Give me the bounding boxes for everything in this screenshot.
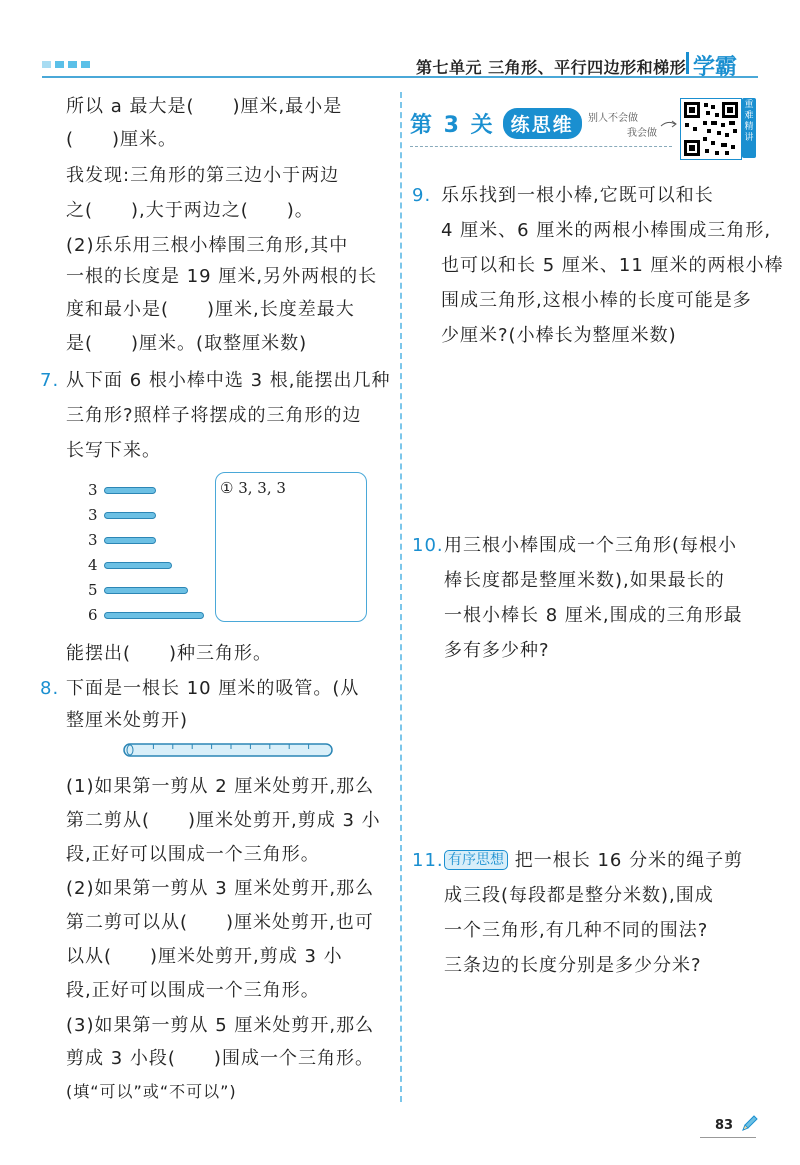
stick-length-label: 4	[88, 556, 98, 574]
q11-line: 三条边的长度分别是多少分米?	[444, 955, 702, 976]
q8-line: (1)如果第一剪从 2 厘米处剪开,那么	[66, 776, 375, 797]
q9-line: 也可以和长 5 厘米、11 厘米的两根小棒	[441, 255, 784, 276]
arrow-icon	[660, 118, 680, 132]
question-number: 10.	[412, 535, 444, 556]
stick	[104, 562, 172, 569]
q6-line: (2)乐乐用三根小棒围三角形,其中	[66, 235, 349, 256]
example-answer: ① 3, 3, 3	[220, 479, 286, 497]
q11-line: 一个三角形,有几种不同的围法?	[444, 920, 709, 941]
q9-line: 少厘米?(小棒长为整厘米数)	[441, 325, 677, 346]
q9-line: 围成三角形,这根小棒的长度可能是多	[441, 290, 752, 311]
qr-code-icon[interactable]	[680, 98, 742, 160]
level-banner	[410, 108, 582, 138]
q6-line: 之( ),大于两边之( )。	[66, 200, 314, 221]
stick-length-label: 3	[88, 531, 98, 549]
q6-line: 所以 a 最大是( )厘米,最小是	[66, 96, 343, 117]
stick	[104, 512, 156, 519]
level-rule	[410, 146, 672, 147]
stick	[104, 612, 204, 619]
q8-line: 第二剪可以从( )厘米处剪开,也可	[66, 912, 374, 933]
q7-line: 三角形?照样子将摆成的三角形的边	[66, 405, 362, 426]
q6-line: 一根的长度是 19 厘米,另外两根的长	[66, 266, 378, 287]
q10-line: 棒长度都是整厘米数),如果最长的	[444, 570, 725, 591]
q8-line: 下面是一根长 10 厘米的吸管。(从	[66, 678, 360, 699]
q7-answer-line: 能摆出( )种三角形。	[66, 643, 273, 664]
q8-line: 段,正好可以围成一个三角形。	[66, 980, 320, 1001]
q8-line: 整厘米处剪开)	[66, 710, 189, 731]
q7-line: 长写下来。	[66, 440, 161, 461]
answer-box[interactable]	[215, 472, 367, 622]
q11-line: 把一根长 16 分米的绳子剪	[514, 850, 744, 871]
column-divider	[400, 92, 402, 1102]
q9-line: 4 厘米、6 厘米的两根小棒围成三角形,	[441, 220, 772, 241]
q8-line: 第二剪从( )厘米处剪开,剪成 3 小	[66, 810, 381, 831]
stick	[104, 537, 156, 544]
header-decoration	[42, 61, 90, 68]
level-badge: 练思维	[503, 108, 582, 139]
q11-line: 成三段(每段都是整分米数),围成	[444, 885, 714, 906]
q8-line: 段,正好可以围成一个三角形。	[66, 844, 320, 865]
question-number: 9.	[412, 185, 432, 206]
stick-length-label: 6	[88, 606, 98, 624]
level-title: 第 3 关	[410, 112, 495, 138]
q10-line: 一根小棒长 8 厘米,围成的三角形最	[444, 605, 743, 626]
q8-line: 剪成 3 小段( )围成一个三角形。	[66, 1048, 374, 1069]
q11-first-line	[444, 848, 743, 874]
level-note: 我会做	[627, 128, 657, 139]
q8-line: (填“可以”或“不可以”)	[66, 1082, 237, 1101]
brand-logo: 学霸	[693, 55, 738, 80]
q8-line: 以从( )厘米处剪开,剪成 3 小	[66, 946, 343, 967]
ordered-thinking-tag: 有序思想	[444, 850, 508, 870]
page-number-underline	[700, 1137, 756, 1138]
q9-line: 乐乐找到一根小棒,它既可以和长	[441, 185, 714, 206]
stick-length-label: 3	[88, 506, 98, 524]
q10-line: 多有多少种?	[444, 640, 550, 661]
q10-line: 用三根小棒围成一个三角形(每根小	[444, 535, 738, 556]
level-note: 别人不会做	[588, 113, 638, 124]
pencil-icon	[740, 1113, 760, 1133]
q8-line: (3)如果第一剪从 5 厘米处剪开,那么	[66, 1015, 375, 1036]
header-separator	[686, 52, 689, 74]
stick	[104, 587, 188, 594]
q6-line: 度和最小是( )厘米,长度差最大	[66, 299, 355, 320]
question-number: 11.	[412, 850, 444, 871]
stick-length-label: 5	[88, 581, 98, 599]
question-number: 8.	[40, 678, 60, 699]
stick-length-label: 3	[88, 481, 98, 499]
straw-ruler	[122, 740, 336, 760]
qr-side-label: 重难精讲	[742, 98, 756, 158]
q6-line: 我发现:三角形的第三边小于两边	[66, 165, 340, 186]
question-number: 7.	[40, 370, 60, 391]
q8-line: (2)如果第一剪从 3 厘米处剪开,那么	[66, 878, 375, 899]
stick	[104, 487, 156, 494]
q6-line: ( )厘米。	[66, 129, 178, 150]
unit-title: 第七单元 三角形、平行四边形和梯形	[416, 58, 687, 77]
q7-line: 从下面 6 根小棒中选 3 根,能摆出几种	[66, 370, 391, 391]
page-number: 83	[715, 1118, 734, 1133]
q6-line: 是( )厘米。(取整厘米数)	[66, 333, 308, 354]
